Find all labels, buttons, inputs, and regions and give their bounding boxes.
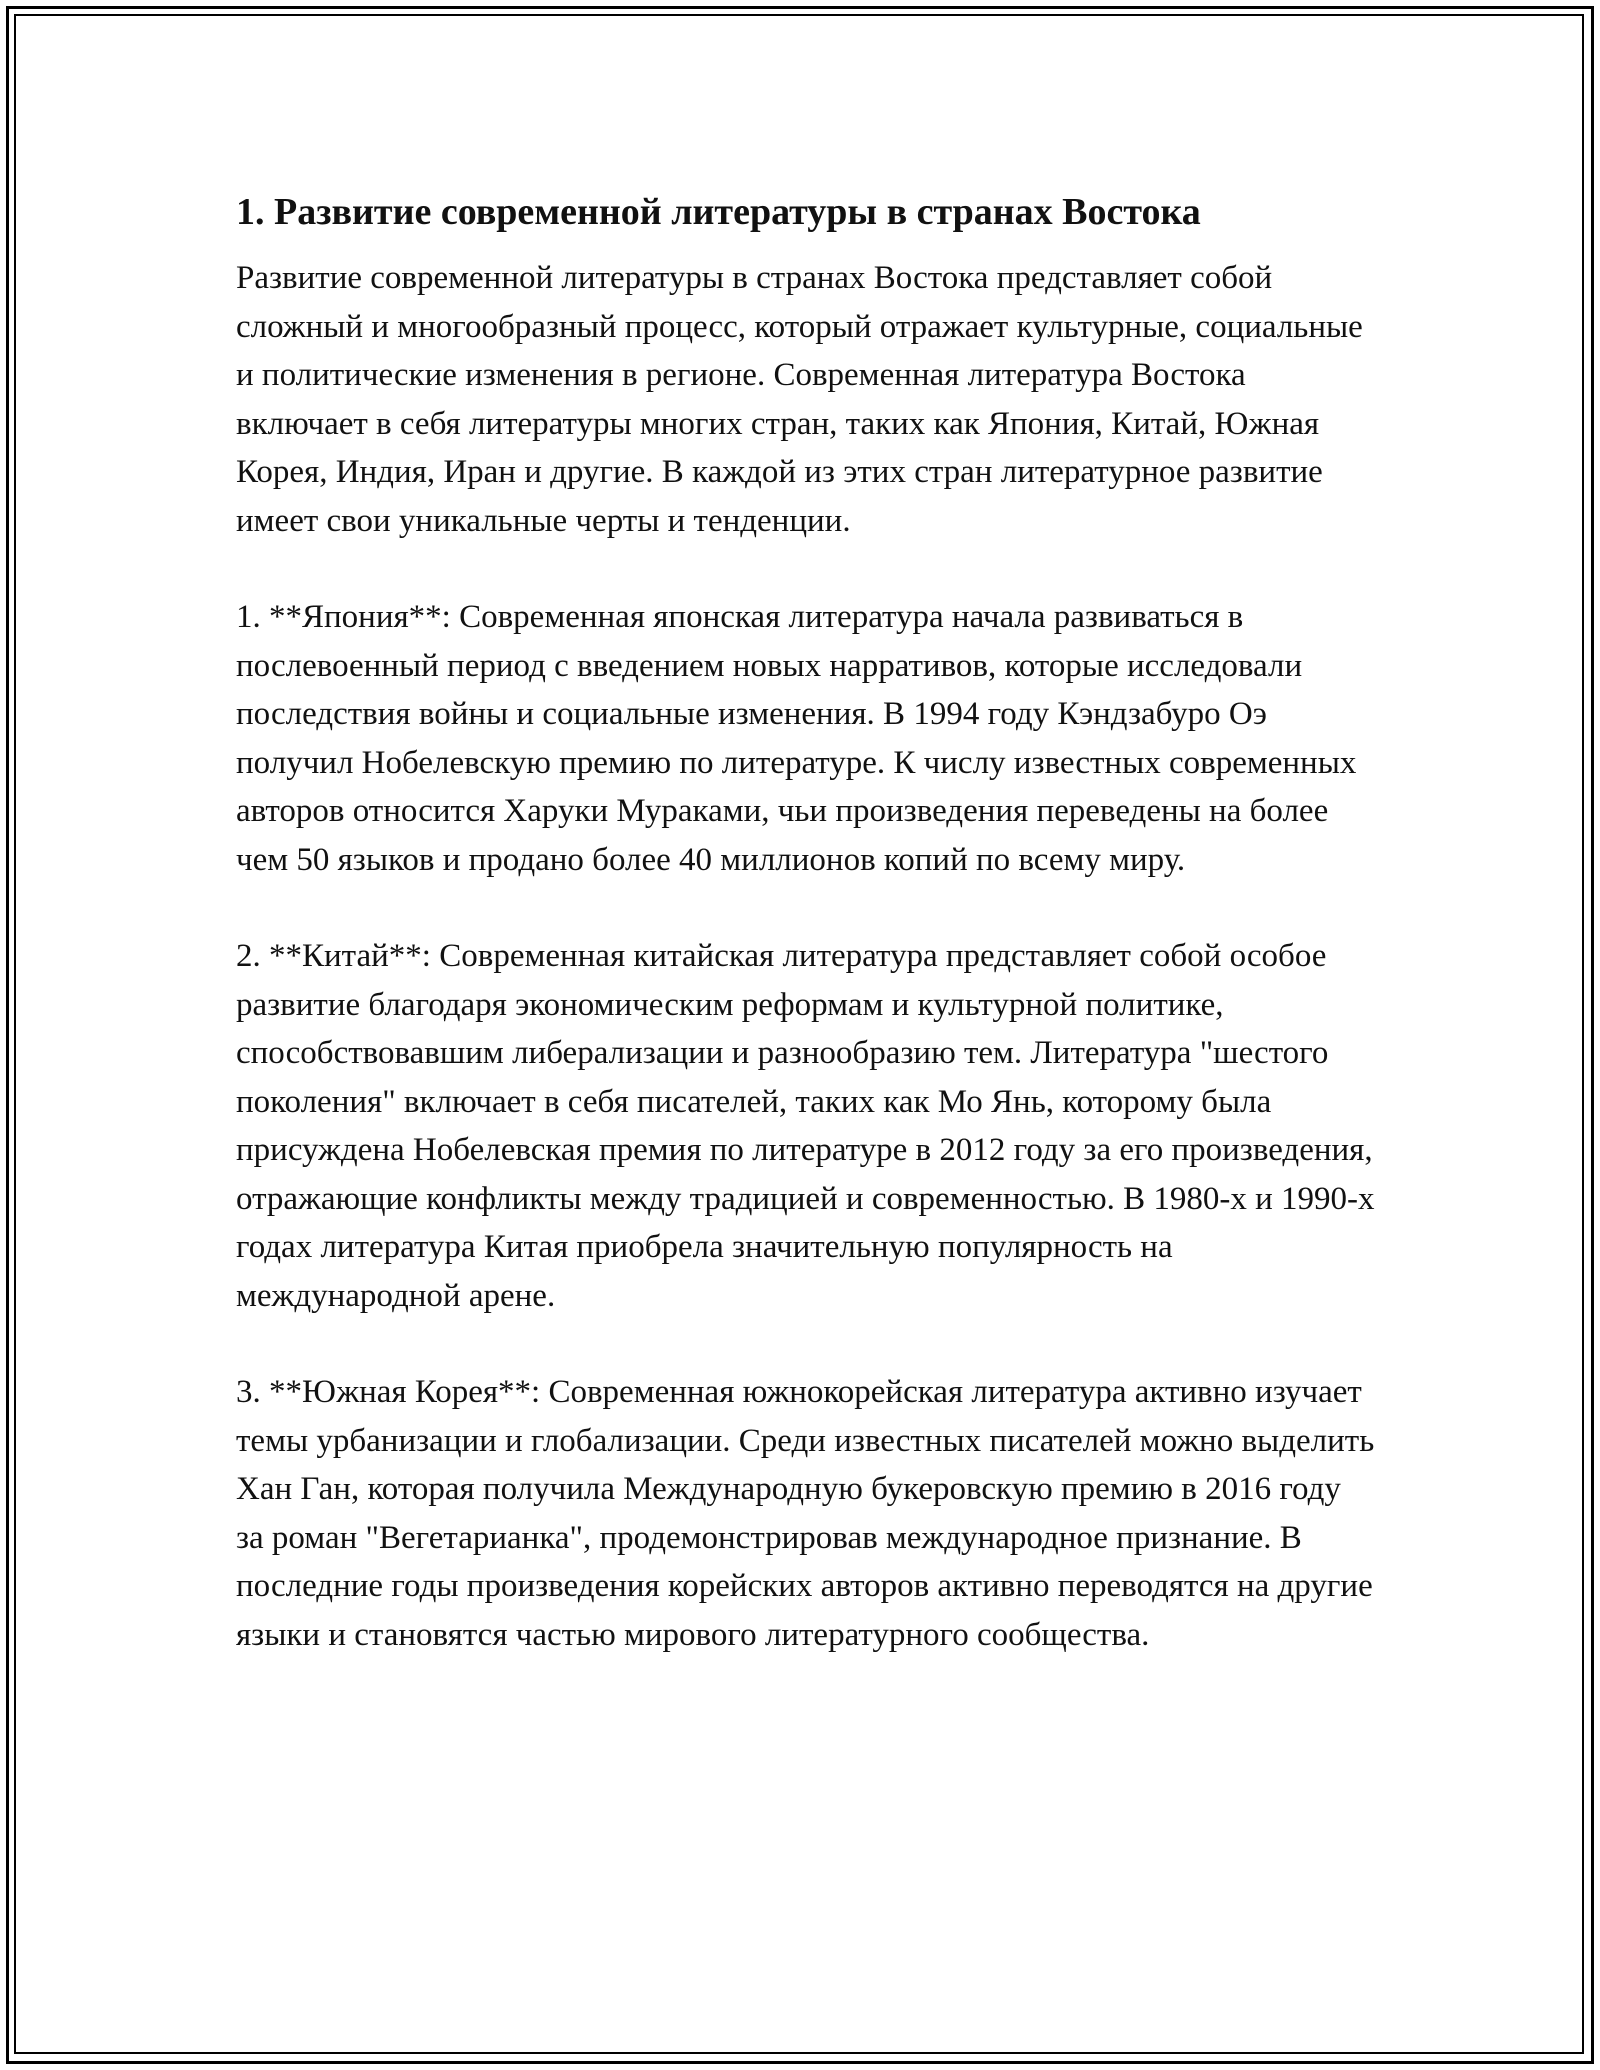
japan-paragraph: 1. **Япония**: Современная японская литература начала развиваться в послевоенный период с введением новых нарративов, которые исследовали последствия войны и социальные изменения. В 1994 году Кэндзабуро Оэ получил Нобелевскую премию по литературе. К числу известных современных авторов относится Харуки Мураками, чьи произведения переведены на более чем 50 языков и продано более 40 миллионов копий по всему миру. bbox=[236, 599, 1357, 878]
south-korea-paragraph: 3. **Южная Корея**: Современная южнокорейская литература активно изучает темы урбанизации и глобализации. Среди известных писателей можно выделить Хан Ган, которая получила Международную букеровскую премию в 2016 году за роман "Вегетарианка", продемонстрировав международное признание. В последние годы произведения корейских авторов активно переводятся на другие языки и становятся частью мирового литературного сообщества. bbox=[236, 1374, 1375, 1653]
document-body bbox=[236, 186, 1376, 1707]
china-paragraph: 2. **Китай**: Современная китайская литература представляет собой особое развитие благодаря экономическим реформам и культурной политике, способствовавшим либерализации и разнообразию тем. Литература "шестого поколения" включает в себя писателей, таких как Мо Янь, которому была присуждена Нобелевская премия по литературе в 2012 году за его произведения, отражающие конфликты между традицией и современностью. В 1980-х и 1990-х годах литература Китая приобрела значительную популярность на международной арене. bbox=[236, 938, 1375, 1314]
intro-paragraph: Развитие современной литературы в странах Востока представляет собой сложный и многообразный процесс, который отражает культурные, социальные и политические изменения в регионе. Современная литература Востока включает в себя литературы многих стран, таких как Япония, Китай, Южная Корея, Индия, Иран и другие. В каждой из этих стран литературное развитие имеет свои уникальные черты и тенденции. bbox=[236, 260, 1363, 539]
section-heading: 1. Развитие современной литературы в странах Востока bbox=[236, 191, 1201, 233]
